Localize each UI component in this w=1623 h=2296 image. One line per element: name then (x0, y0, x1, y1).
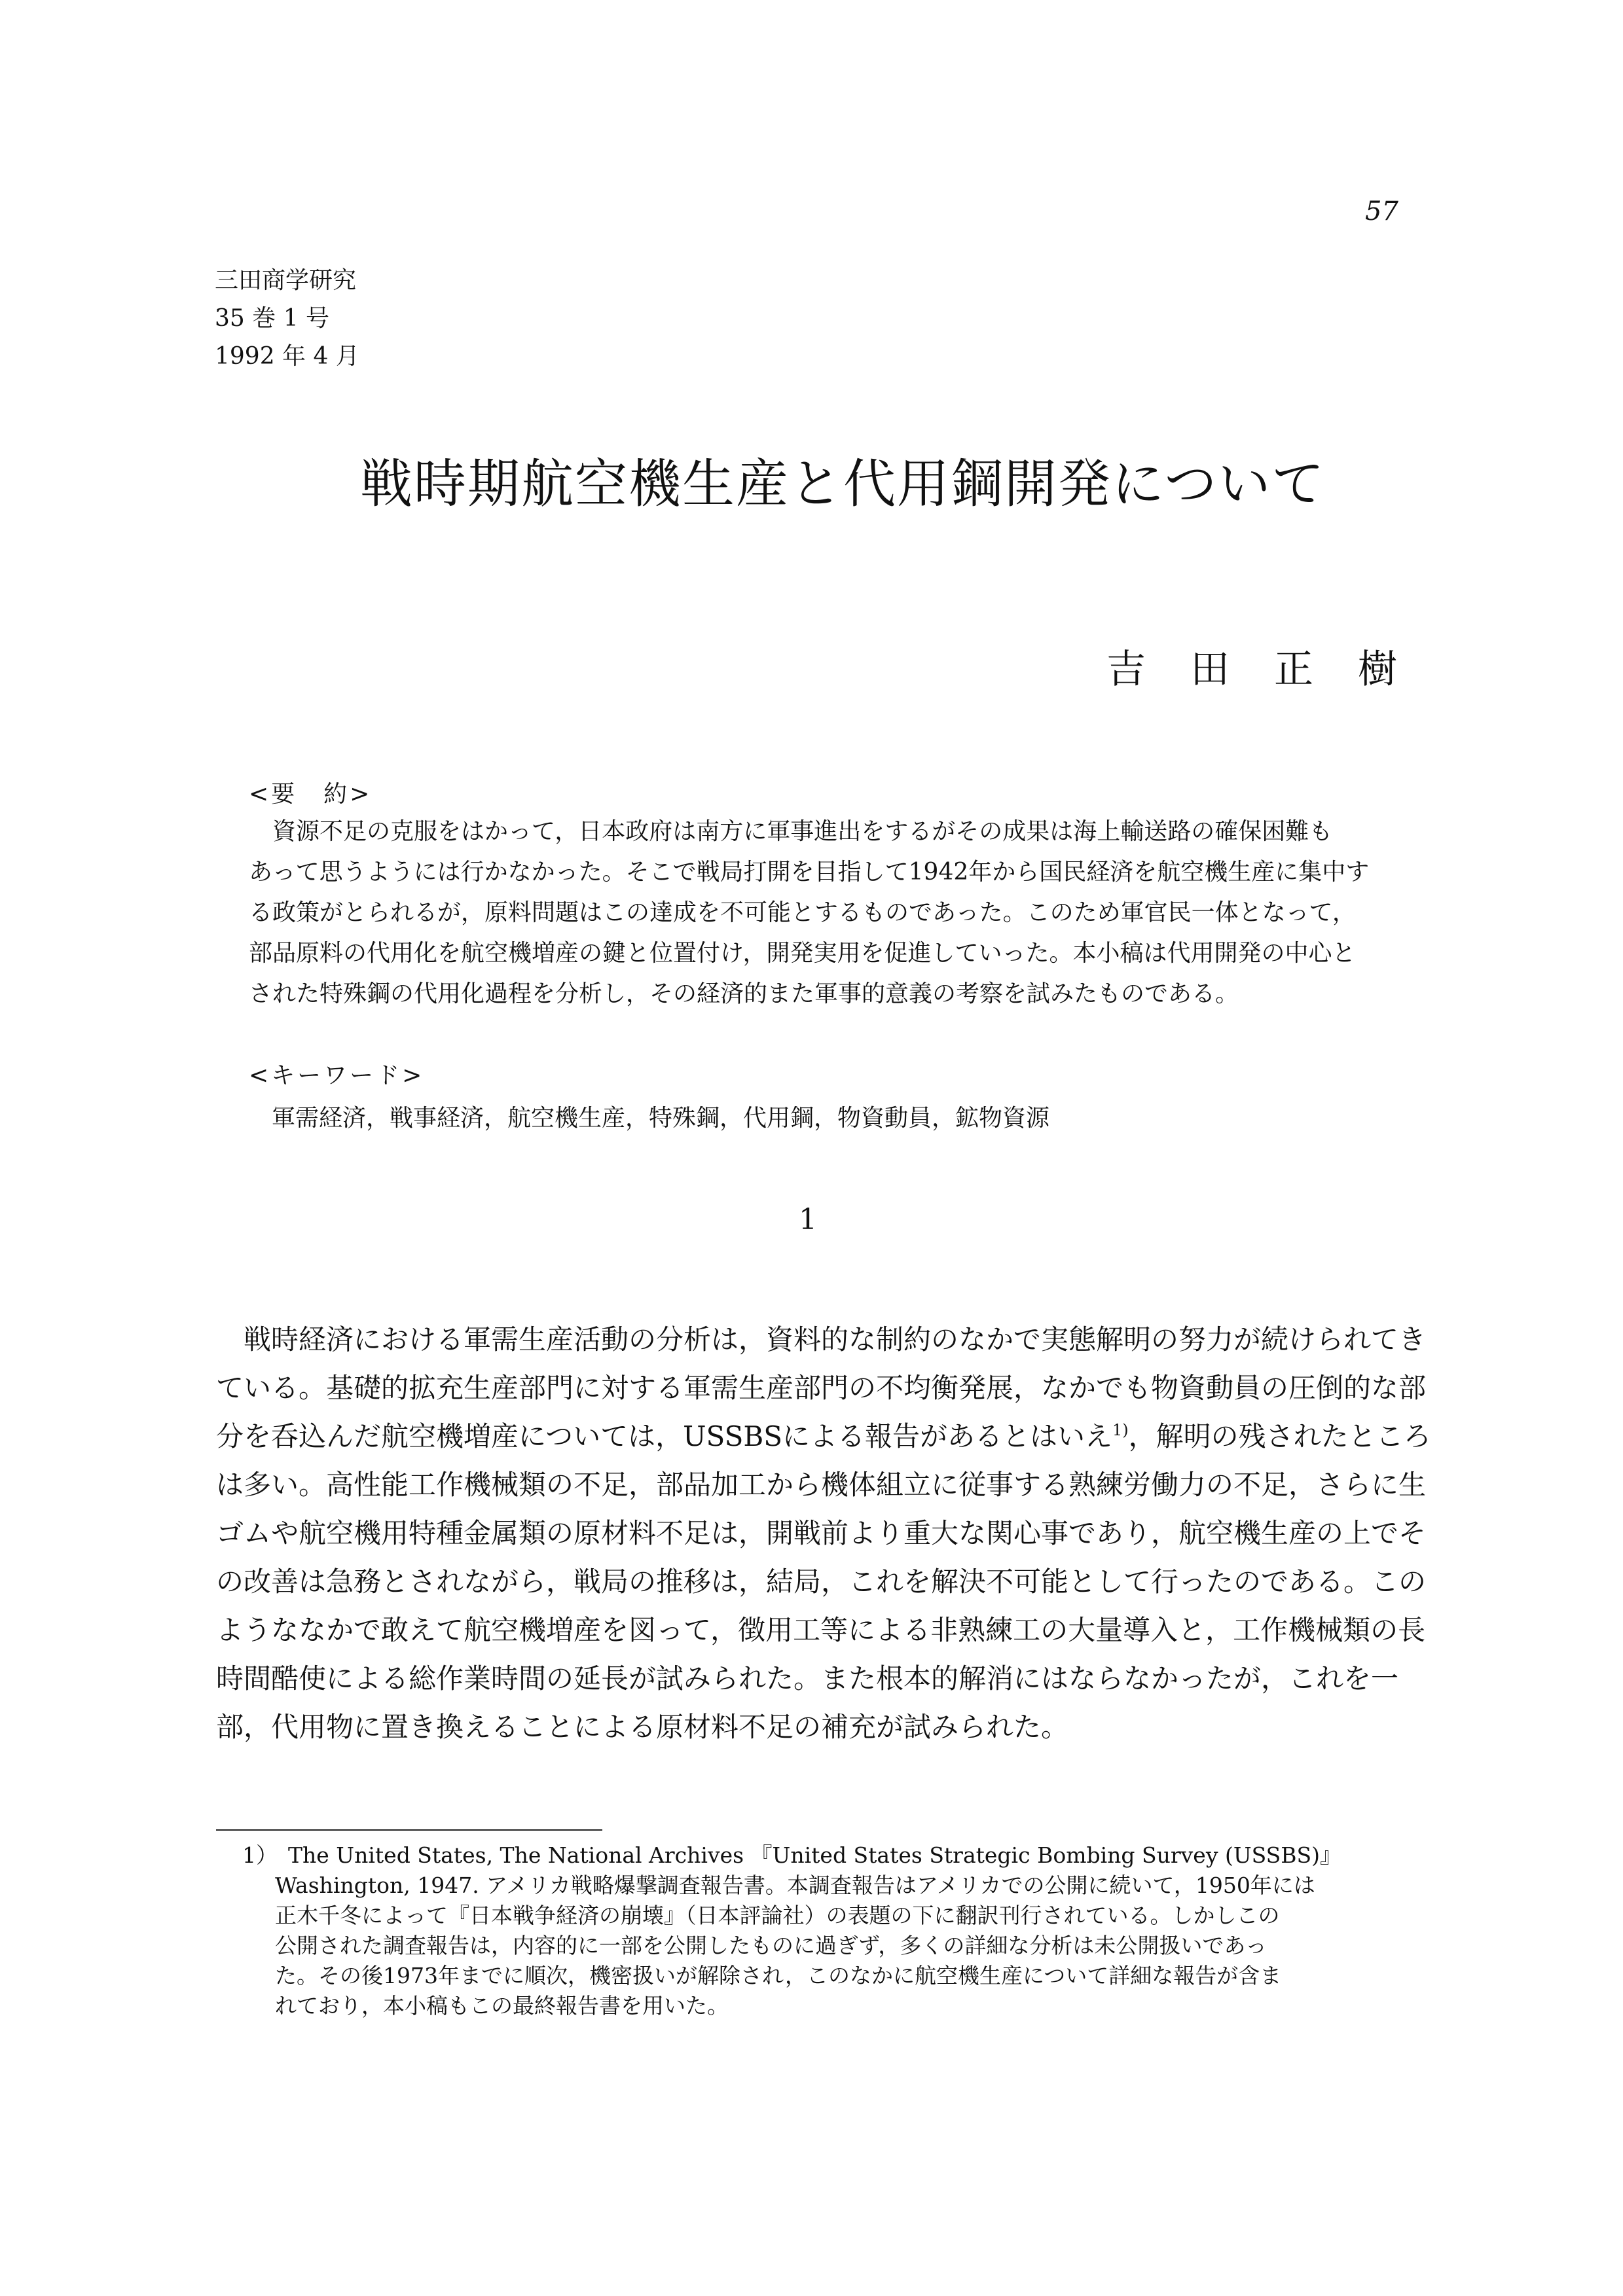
body-line: 時間酷使による総作業時間の延長が試みられた。また根本的解消にはならなかったが，これを一 (216, 1662, 1399, 1695)
footnote (242, 1840, 1434, 2021)
abstract-line: 資源不足の克服をはかって，日本政府は南方に軍事進出をするがその成果は海上輸送路の確保困難も (272, 818, 1333, 845)
journal-volume: 35 巻 1 号 (215, 305, 330, 332)
body-line (216, 1412, 1434, 1461)
body-text (216, 1316, 1434, 1751)
footnote-line (242, 1840, 1434, 1871)
abstract-heading: <要 約> (249, 781, 373, 808)
body-line: は多い。高性能工作機械類の不足，部品加工から機体組立に従事する熟練労働力の不足，さらに生 (216, 1469, 1427, 1501)
footnote-label: 1） (242, 1842, 278, 1868)
keywords-heading: <キーワード> (249, 1062, 425, 1089)
body-line: ている。基礎的拡充生産部門に対する軍需生産部門の不均衡発展，なかでも物資動員の圧倒的な部 (216, 1372, 1427, 1404)
abstract-body (249, 812, 1463, 1014)
journal-info (215, 262, 359, 376)
body-line: ゴムや航空機用特種金属類の原材料不足は，開戦前より重大な関心事であり，航空機生産の上でそ (216, 1517, 1427, 1549)
abstract-line: あって思うようには行かなかった。そこで戦局打開を目指して1942年から国民経済を航空機生産に集中す (249, 859, 1370, 886)
footnote-divider (216, 1829, 602, 1831)
body-line: ようななかで敢えて航空機増産を図って，徴用工等による非熟練工の大量導入と，工作機械類の長 (216, 1614, 1426, 1646)
footnote-line: れており，本小稿もこの最終報告書を用いた。 (275, 1993, 729, 2018)
footnote-line: た。その後1973年までに順次，機密扱いが解除され，このなかに航空機生産について詳細な報告が含ま (275, 1963, 1282, 1988)
body-line-text: 分を呑込んだ航空機増産については，USSBSによる報告があるとはいえ (216, 1420, 1113, 1452)
abstract-line: された特殊鋼の代用化過程を分析し，その経済的また軍事的意義の考察を試みたものである。 (249, 980, 1239, 1007)
body-line: 戦時経済における軍需生産活動の分析は，資料的な制約のなかで実態解明の努力が続けられてき (244, 1323, 1427, 1355)
body-line: 部，代用物に置き換えることによる原材料不足の補充が試みられた。 (216, 1711, 1069, 1743)
keywords-list: 軍需経済，戦事経済，航空機生産，特殊鋼，代用鋼，物資動員，鉱物資源 (272, 1105, 1050, 1132)
abstract-line: る政策がとられるが，原料問題はこの達成を不可能とするものであった。このため軍官民一体となって， (249, 899, 1356, 926)
journal-name: 三田商学研究 (215, 267, 357, 294)
section-number: 1 (799, 1203, 817, 1236)
footnote-line: Washington, 1947. アメリカ戦略爆撃調査報告書。本調査報告はアメリカでの公開に続いて，1950年には (275, 1873, 1315, 1898)
footnote-line: 公開された調査報告は，内容的に一部を公開したものに過ぎず，多くの詳細な分析は未公開扱いであっ (275, 1933, 1267, 1958)
page-number: 57 (1365, 196, 1398, 226)
footnote-line: 正木千冬によって『日本戦争経済の崩壊』（日本評論社）の表題の下に翻訳刊行されている。しかしこの (275, 1903, 1280, 1928)
footnote-reference[interactable]: 1) (1112, 1421, 1129, 1439)
abstract-line: 部品原料の代用化を航空機増産の鍵と位置付け，開発実用を促進していった。本小稿は代用開発の中心と (249, 940, 1356, 967)
body-line-tail: ，解明の残されたところ (1128, 1420, 1431, 1452)
paper-title: 戦時期航空機生産と代用鋼開発について (360, 454, 1326, 514)
journal-date: 1992 年 4 月 (215, 343, 359, 370)
author-name: 吉田正樹 (1106, 647, 1442, 692)
body-line: の改善は急務とされながら，戦局の推移は，結局，これを解決不可能として行ったのである。この (216, 1566, 1427, 1598)
footnote-line-text: The United States, The National Archives 『United States Strategic Bombing Survey (USSBS)』 (288, 1842, 1342, 1868)
